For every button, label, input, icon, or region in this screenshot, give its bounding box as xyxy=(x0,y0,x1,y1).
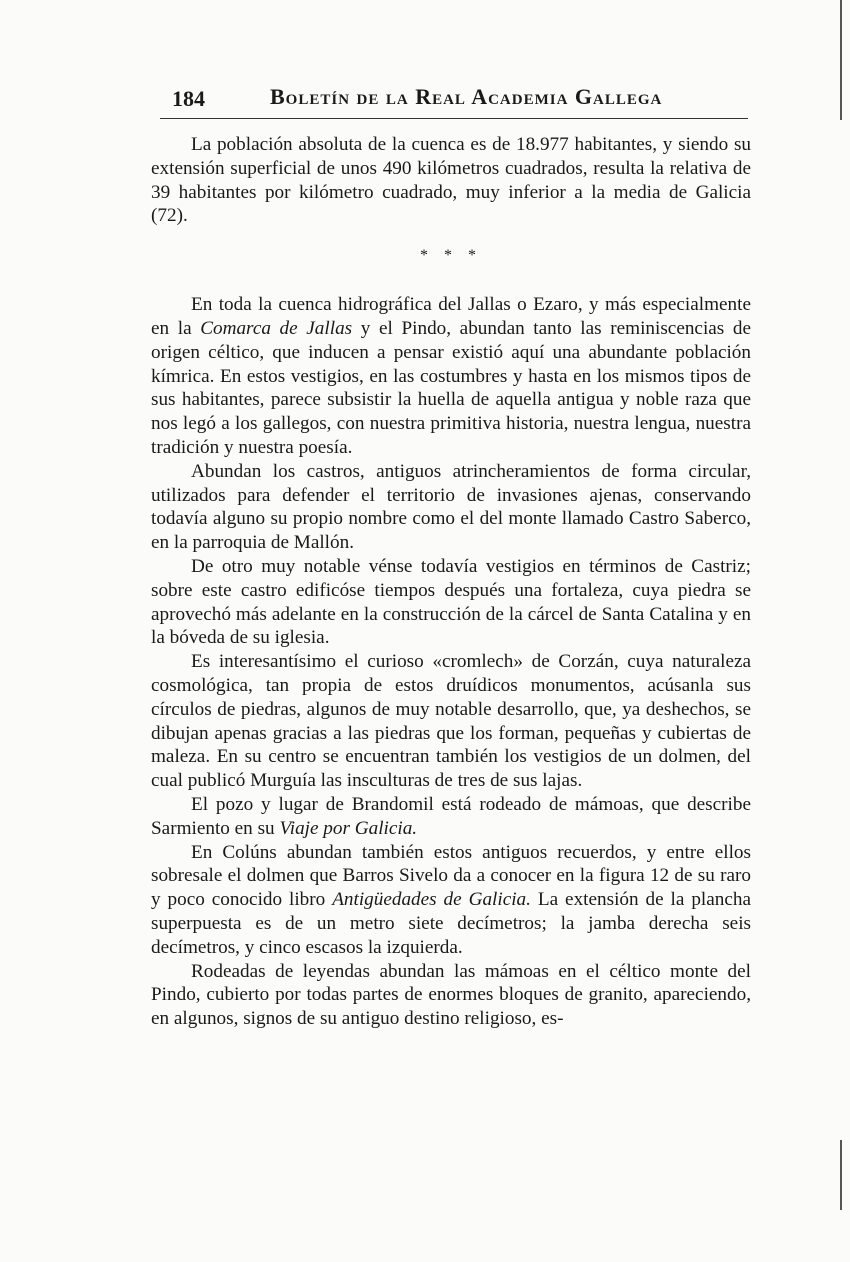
section-separator: * * * xyxy=(420,247,482,265)
paragraph: De otro muy notable vénse todavía vestigios en términos de Castriz; sobre este castro edificóse tiempos después una fortaleza, cuya piedra se aprovechó más adelante en la construcción de la cárcel de Santa Catalina y en la bóveda de su iglesia. xyxy=(151,555,751,649)
paragraph: Abundan los castros, antiguos atrincheramientos de forma circular, utilizados para defender el territorio de invasiones ajenas, conservando todavía alguno su propio nombre como el del monte llamado Castro Saberco, en la parroquia de Mallón. xyxy=(151,460,751,554)
paragraph: Rodeadas de leyendas abundan las mámoas en el céltico monte del Pindo, cubierto por todas partes de enormes bloques de granito, apareciendo, en algunos, signos de su antiguo destino religioso, es- xyxy=(151,960,751,1030)
paragraph: Es interesantísimo el curioso «cromlech» de Corzán, cuya naturaleza cosmológica, tan propia de estos druídicos monumentos, acúsanla sus círculos de piedras, algunos de muy notable desarrollo, que, ya deshechos, se dibujan apenas gracias a las piedras que los forman, pequeñas y cubiertas de maleza. En su centro se encuentran también los vestigios de un dolmen, del cual publicó Murguía las insculturas de tres de sus lajas. xyxy=(151,651,751,792)
running-title: Boletín de la Real Academia Gallega xyxy=(270,84,663,109)
paragraph: La población absoluta de la cuenca es de 18.977 habitantes, y siendo su extensión superficial de unos 490 kilómetros cuadrados, resulta la relativa de 39 habitantes por kilómetro cuadrado, muy inferior a la media de Galicia (72). xyxy=(151,134,751,227)
page-number: 184 xyxy=(172,86,205,111)
scan-edge-mark xyxy=(840,1140,842,1210)
page-header xyxy=(150,82,750,112)
paragraph: En toda la cuenca hidrográfica del Jallas o Ezaro, y más especialmente en la Comarca de Jallas y el Pindo, abundan tanto las reminiscencias de origen céltico, que inducen a pensar existió aquí una abundante población kímrica. En estos vestigios, en las costumbres y hasta en los mismos tipos de sus habitantes, parece subsistir la huella de aquella antigua y noble raza que nos legó a los gallegos, con nuestra primitiva historia, nuestra lengua, nuestra tradición y nuestra poesía. xyxy=(151,294,751,458)
header-rule xyxy=(160,118,748,119)
scan-edge-mark xyxy=(840,0,842,120)
body-text xyxy=(151,133,751,1031)
paragraph: En Colúns abundan también estos antiguos recuerdos, y entre ellos sobresale el dolmen que Barros Sivelo da a conocer en la figura 12 de su raro y poco conocido libro Antigüedades de Galicia. La extensión de la plancha superpuesta es de un metro siete decímetros; la jamba derecha seis decímetros, y cinco escasos la izquierda. xyxy=(151,841,751,958)
paragraph: El pozo y lugar de Brandomil está rodeado de mámoas, que describe Sarmiento en su Viaje por Galicia. xyxy=(151,793,751,839)
